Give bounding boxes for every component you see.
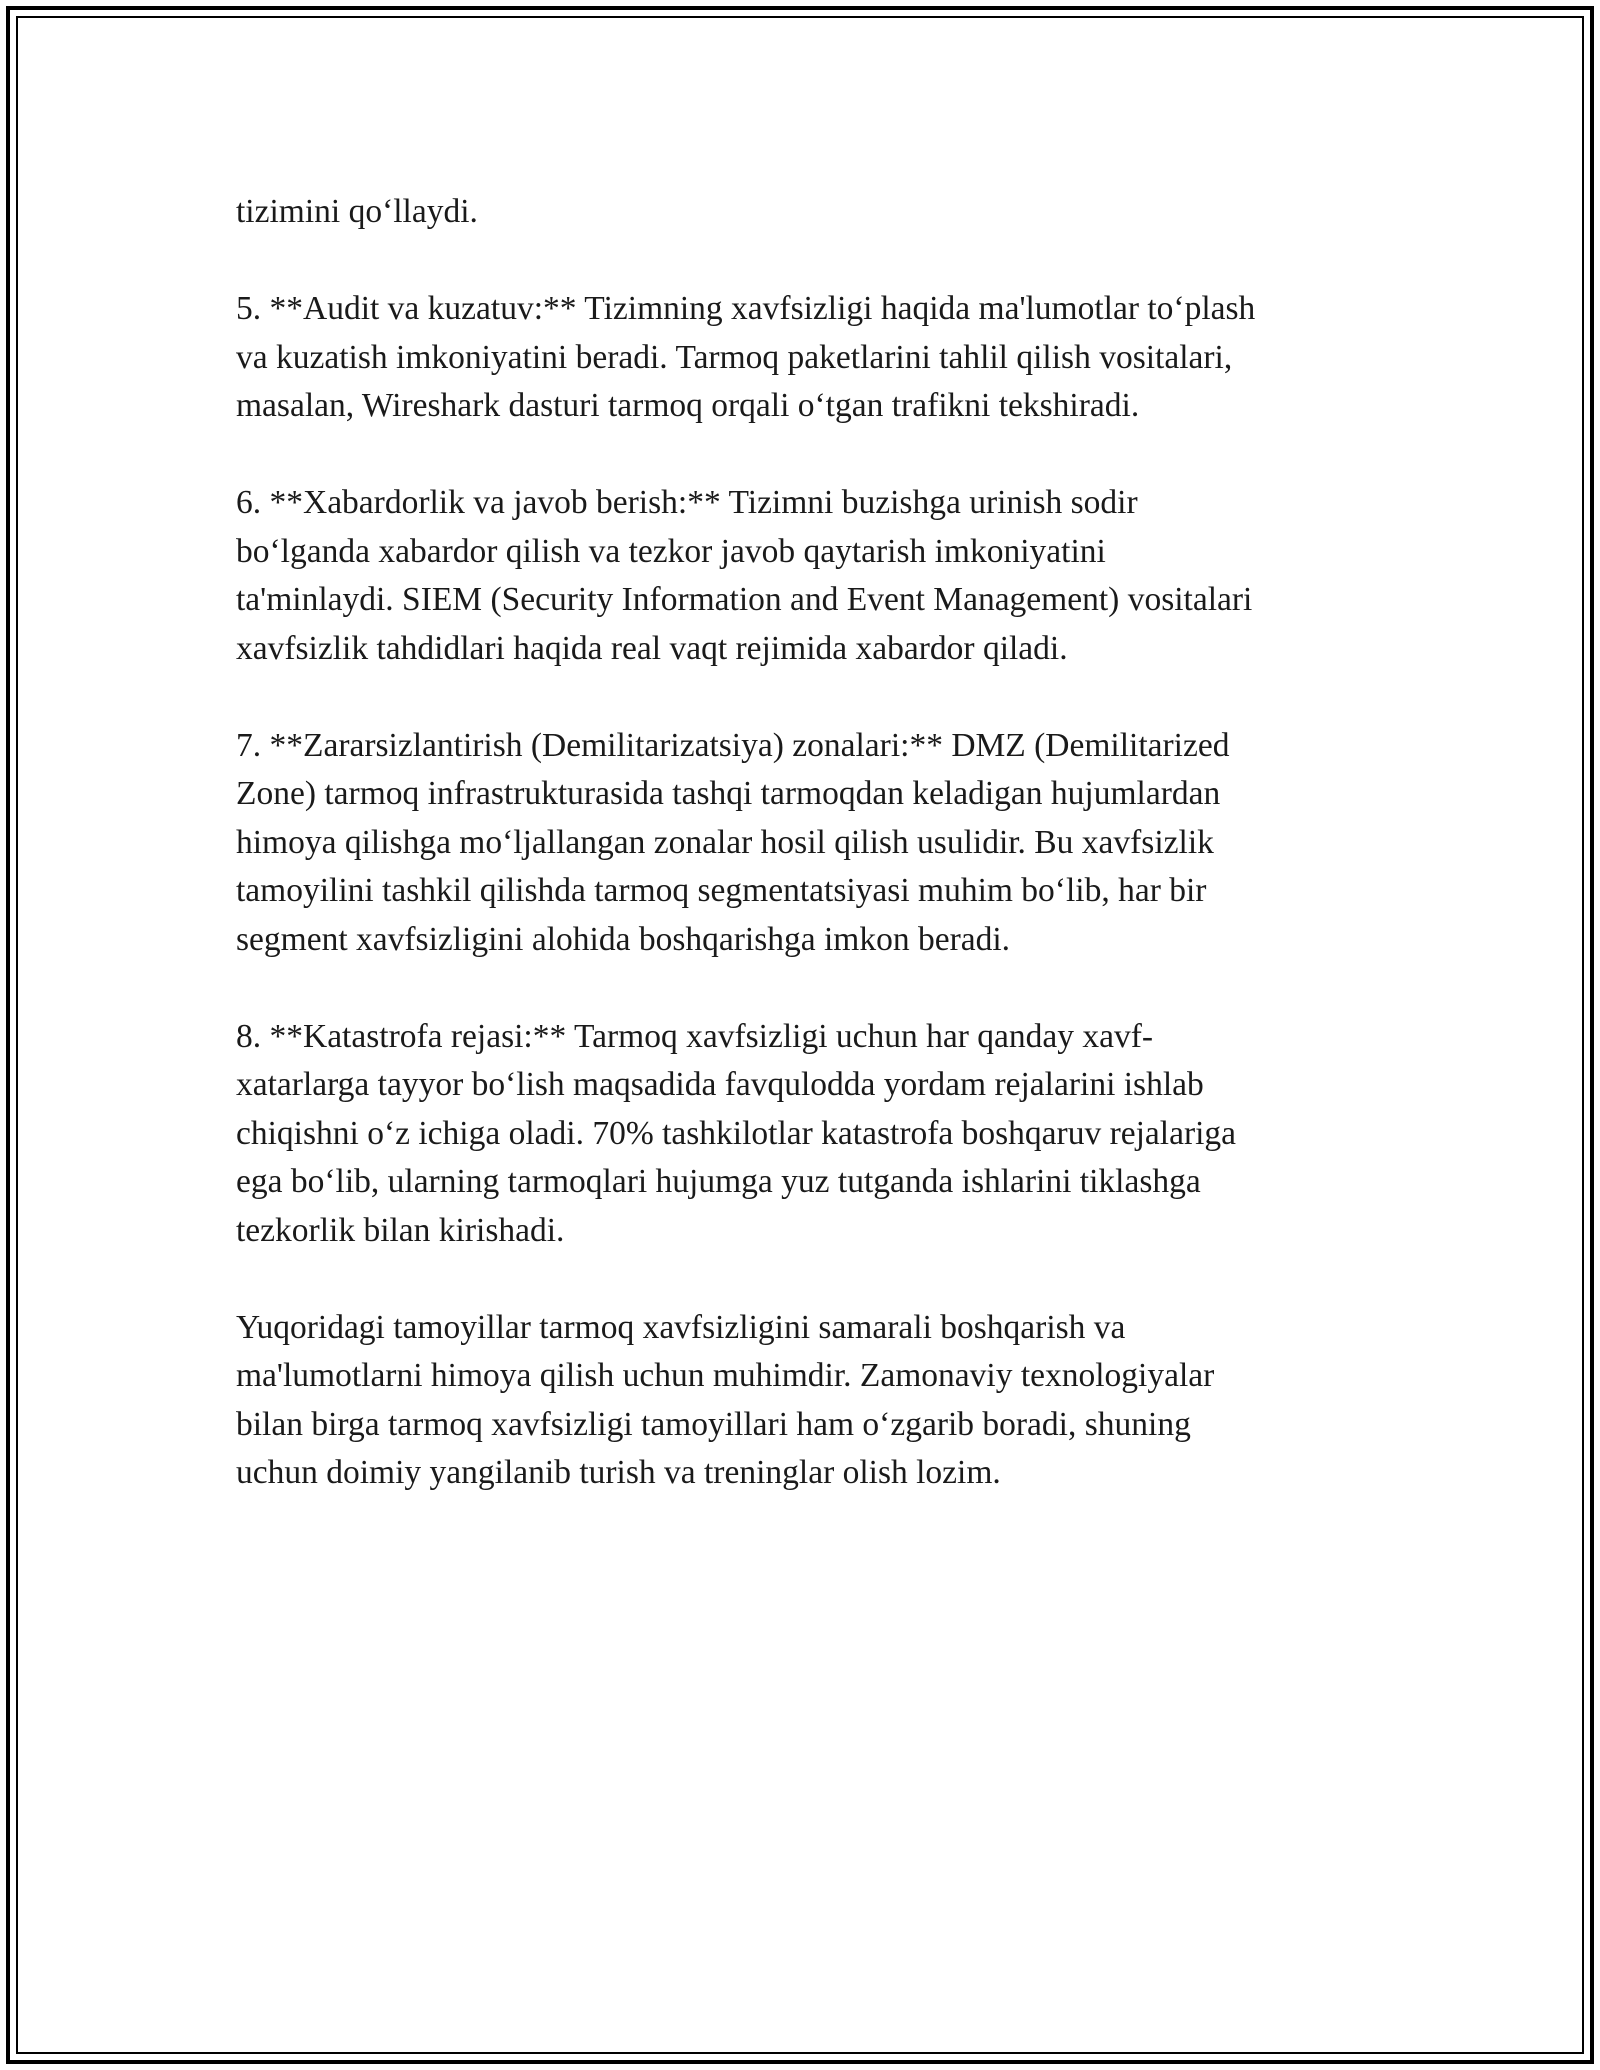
- text-line: 7. **Zararsizlantirish (Demilitarizatsiya) zonalari:** DMZ (Demilitarized: [236, 726, 1230, 764]
- text-line: xatarlarga tayyor bo‘lish maqsadida favqulodda yordam rejalarini ishlab: [236, 1066, 1204, 1103]
- text-line: Zone) tarmoq infrastrukturasida tashqi tarmoqdan keladigan hujumlardan: [236, 775, 1221, 812]
- paragraph-continuation: [236, 188, 1366, 237]
- text-line: tezkorlik bilan kirishadi.: [236, 1211, 565, 1249]
- paragraph-dmz: [236, 722, 1366, 965]
- text-line: ega bo‘lib, ularning tarmoqlari hujumga yuz tutganda ishlarini tiklashga: [236, 1163, 1201, 1200]
- text-line: 5. **Audit va kuzatuv:** Tizimning xavfsizligi haqida ma'lumotlar to‘plash: [236, 290, 1256, 327]
- text-line: himoya qilishga mo‘ljallangan zonalar hosil qilish usulidir. Bu xavfsizlik: [236, 823, 1214, 861]
- paragraph-conclusion: [236, 1304, 1366, 1498]
- text-line: masalan, Wireshark dasturi tarmoq orqali o‘tgan trafikni tekshiradi.: [236, 387, 1140, 424]
- paragraph-disaster-plan: [236, 1013, 1366, 1256]
- text-line: tizimini qo‘llaydi.: [236, 193, 478, 230]
- text-line: xavfsizlik tahdidlari haqida real vaqt rejimida xabardor qiladi.: [236, 629, 1068, 667]
- text-line: uchun doimiy yangilanib turish va treninglar olish lozim.: [236, 1454, 1001, 1491]
- paragraph-audit: [236, 285, 1366, 431]
- text-line: tamoyilini tashkil qilishda tarmoq segmentatsiyasi muhim bo‘lib, har bir: [236, 872, 1207, 909]
- text-line: Yuqoridagi tamoyillar tarmoq xavfsizligini samarali boshqarish va: [236, 1308, 1126, 1346]
- text-line: 8. **Katastrofa rejasi:** Tarmoq xavfsizligi uchun har qanday xavf-: [236, 1017, 1154, 1055]
- text-line: 6. **Xabardorlik va javob berish:** Tizimni buzishga urinish sodir: [236, 484, 1138, 521]
- text-line: bo‘lganda xabardor qilish va tezkor javob qaytarish imkoniyatini: [236, 532, 1106, 570]
- text-line: ma'lumotlarni himoya qilish uchun muhimdir. Zamonaviy texnologiyalar: [236, 1357, 1215, 1394]
- text-line: bilan birga tarmoq xavfsizligi tamoyillari ham o‘zgarib boradi, shuning: [236, 1405, 1191, 1443]
- paragraph-awareness: [236, 479, 1366, 673]
- text-line: segment xavfsizligini alohida boshqarishga imkon beradi.: [236, 920, 1011, 958]
- text-line: ta'minlaydi. SIEM (Security Information and Event Management) vositalari: [236, 581, 1253, 618]
- text-line: chiqishni o‘z ichiga oladi. 70% tashkilotlar katastrofa boshqaruv rejalariga: [236, 1114, 1237, 1152]
- text-line: va kuzatish imkoniyatini beradi. Tarmoq paketlarini tahlil qilish vositalari,: [236, 338, 1233, 376]
- document-body: [236, 188, 1366, 1546]
